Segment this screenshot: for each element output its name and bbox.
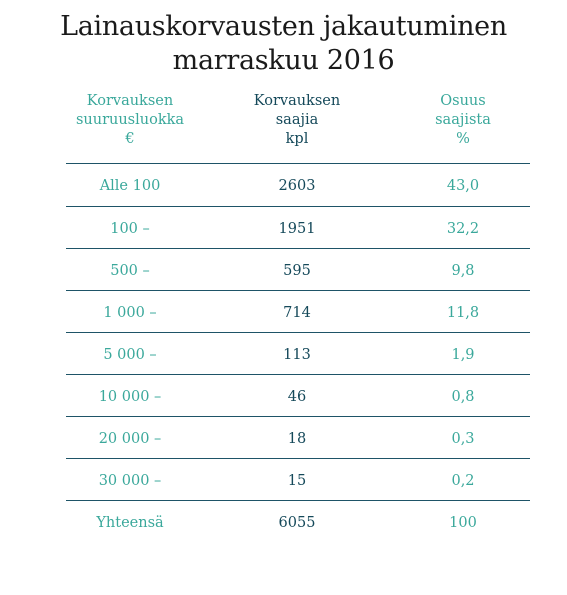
header-size-class-line: suuruusluokka: [75, 112, 185, 128]
cell-size-class: Yhteensä: [96, 515, 164, 531]
header-share-line: saajista: [435, 112, 491, 128]
cell-recipients: 46: [287, 389, 307, 405]
cell-share: 0,8: [451, 389, 475, 405]
cell-share: 32,2: [446, 221, 480, 237]
cell-size-class: 30 000 –: [98, 473, 162, 489]
header-size-class-line: Korvauksen: [86, 93, 174, 109]
header-recipients: [230, 92, 364, 149]
table-row: [66, 332, 530, 374]
cell-share: 0,2: [451, 473, 475, 489]
cell-recipients: 15: [287, 473, 307, 489]
cell-share: 1,9: [451, 347, 475, 363]
cell-recipients: 1951: [278, 221, 316, 237]
header-size-class-line: €: [125, 131, 135, 147]
table-row: [66, 206, 530, 248]
cell-recipients: 18: [287, 431, 307, 447]
header-recipients-line: Korvauksen: [253, 93, 341, 109]
cell-size-class: 10 000 –: [98, 389, 162, 405]
cell-size-class: 5 000 –: [103, 347, 157, 363]
cell-share: 100: [449, 515, 477, 531]
header-share-line: %: [456, 131, 470, 147]
cell-recipients: 714: [283, 305, 311, 321]
table-row: [66, 248, 530, 290]
table-row: [66, 458, 530, 500]
cell-share: 9,8: [451, 263, 475, 279]
cell-share: 43,0: [446, 178, 480, 194]
header-recipients-line: kpl: [285, 131, 309, 147]
cell-size-class: 1 000 –: [103, 305, 157, 321]
header-recipients-line: saajia: [275, 112, 319, 128]
title-line-2: marraskuu 2016: [172, 45, 395, 76]
table-row: [66, 374, 530, 416]
cell-recipients: 6055: [278, 515, 316, 531]
cell-share: 11,8: [446, 305, 480, 321]
cell-recipients: 2603: [278, 178, 316, 194]
header-share-line: Osuus: [440, 93, 486, 109]
title-line-1: Lainauskorvausten jakautuminen: [60, 11, 507, 42]
cell-size-class: Alle 100: [99, 178, 161, 194]
table-row-total: [66, 500, 530, 542]
cell-size-class: 500 –: [110, 263, 150, 279]
cell-recipients: 113: [283, 347, 311, 363]
cell-share: 0,3: [451, 431, 475, 447]
table-row: [66, 416, 530, 458]
header-size-class: [66, 92, 194, 149]
header-share: [399, 92, 527, 149]
cell-size-class: 100 –: [110, 221, 150, 237]
cell-recipients: 595: [283, 263, 311, 279]
table-row: [66, 290, 530, 332]
cell-size-class: 20 000 –: [98, 431, 162, 447]
table-row: [66, 163, 530, 205]
page-title: [0, 10, 567, 78]
